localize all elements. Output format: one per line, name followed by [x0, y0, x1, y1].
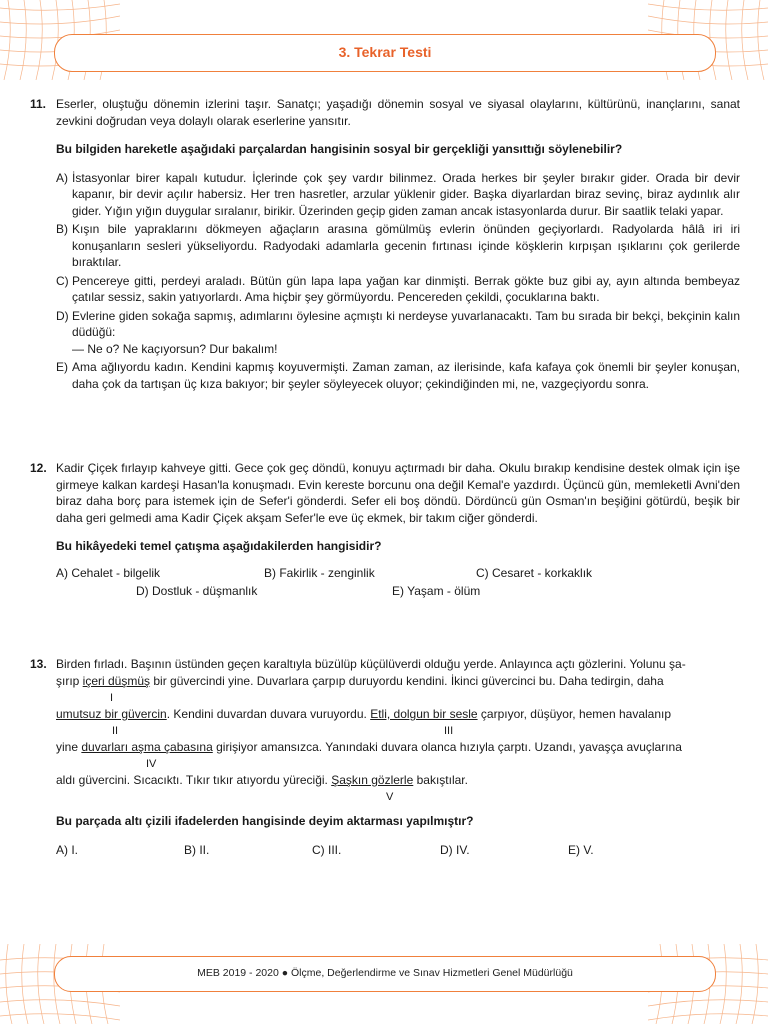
underlined-phrase-5: Şaşkın gözlerle: [331, 773, 414, 787]
footer-text: MEB 2019 - 2020 ● Ölçme, Değerlendirme ve Sınav Hizmetleri Genel Müdürlüğü: [197, 967, 573, 979]
passage-line-1: Birden fırladı. Başının üstünden geçen karaltıyla büzülüp küçülüverdi olduğu yerde. Anlayınca açtı gözlerini. Yolunu şa-: [56, 657, 686, 671]
option-d[interactable]: D) Dostluk - düşmanlık: [136, 583, 258, 598]
passage-line-5: aldı güvercini. Sıcacıktı. Tıkır tıkır atıyordu yüreciği. Şaşkın gözlerle bakıştılar.: [56, 773, 468, 787]
question-number: 11.: [30, 97, 47, 111]
question-prompt: Bu bilgiden hareketle aşağıdaki parçalardan hangisinin sosyal bir gerçekliği yansıttığı söylenebilir?: [56, 142, 623, 156]
option-c[interactable]: C) Pencereye gitti, perdeyi araladı. Bütün gün lapa lapa yağan kar dinmişti. Berrak gökte buz gibi ay, ayın altında bembeyaz çatılar sessiz, sakin yatıyorlardı. Ama hiçbir şey görmüyordu. Pencereden çekildi, çocuklarına baktı.: [56, 273, 740, 304]
underlined-phrase-1: içeri düşmüş: [82, 674, 151, 688]
passage-line-4: yine duvarları aşma çabasına girişiyor amansızca. Yanındaki duvara olanca hızıyla çarptı. Uzandı, yavaşça avuçlarına: [56, 740, 682, 754]
option-b[interactable]: B) Fakirlik - zenginlik: [264, 565, 375, 580]
option-d[interactable]: D) Evlerine giden sokağa sapmış, adımlarını öylesine açmıştı ki nerdeyse yuvarlanacaktı. Tam bu sırada bir bekçi, bekçinin kalın düdüğü: — Ne o? Ne kaçıyorsun? Dur bakalım!: [56, 308, 740, 356]
question-number: 13.: [30, 657, 47, 671]
question-11: [30, 96, 740, 392]
answer-options: [56, 565, 740, 601]
question-12: [30, 460, 740, 601]
option-a[interactable]: A) Cehalet - bilgelik: [56, 565, 161, 580]
question-stem: Kadir Çiçek fırlayıp kahveye gitti. Gece çok geç döndü, konuyu açtırmadı bir daha. Okulu bırakıp kendisine destek olmak için işe girmeye kalkan kardeşi Hasan'la konuşmadı. Evin kereste borcunu ona değil Kemal'e yazdırdı. Üçüncü gün, memleketli Avni'den biraz daha borç para istemek için de Sefer'i gönderdi. Sefer eli boş döndü. Dördüncü gün Osman'ın beşiğini götürdü, beşik bir daha geri gelmedi ama Kadir Çiçek akşam Sefer'le eve üç ekmek, bir takım ciğer gönderdi.: [56, 461, 740, 525]
question-stem: Eserler, oluştuğu dönemin izlerini taşır. Sanatçı; yaşadığı dönemin sosyal ve siyasal olaylarını, kültürünü, inançlarını, sanat zevkini doğrudan veya dolaylı olarak eserlerine yansıtır.: [56, 97, 740, 128]
option-c[interactable]: C) III.: [312, 842, 342, 857]
roman-numeral-4: IV: [146, 758, 157, 770]
underlined-phrase-3: Etli, dolgun bir sesle: [370, 707, 478, 721]
option-c[interactable]: C) Cesaret - korkaklık: [476, 565, 593, 580]
question-prompt: Bu parçada altı çizili ifadelerden hangisinde deyim aktarması yapılmıştır?: [56, 814, 474, 828]
option-e[interactable]: E) V.: [568, 842, 594, 857]
footer-banner: [54, 956, 716, 992]
roman-numeral-5: V: [386, 791, 394, 803]
roman-numeral-3: III: [444, 725, 454, 737]
answer-options: [56, 842, 740, 860]
roman-numeral-2: II: [112, 725, 119, 737]
question-prompt: Bu hikâyedeki temel çatışma aşağıdakilerden hangisidir?: [56, 539, 382, 553]
option-a[interactable]: A) İstasyonlar birer kapalı kutudur. İçlerinde çok şey vardır bilinmez. Orada herkes bir şeyler bırakır gider. Orada bir devir kapanır, bir devir açılır habersiz. Her tren hasretler, arzular yüklenir gider. Başka diyarlardan biraz sevinç, biraz aydınlık alır gider. Yığın yığın duygular sıralanır, birikir. Üzerinden geçip giden zaman ancak istasyonlarda durur. Bir saatlik telaki yapar.: [56, 170, 740, 218]
option-b[interactable]: B) II.: [184, 842, 210, 857]
option-b[interactable]: B) Kışın bile yapraklarını dökmeyen ağaçların arasına gömülmüş evlerin önünden geçiyorlardı. Radyolarda hâlâ iri iri konuşanların sesleri yükseliyordu. Radyodaki adamlarla gecenin fırtınası içinde köşklerin kırpışan ışıklarını çok gerilerde bıraktılar.: [56, 222, 740, 269]
underlined-phrase-4: duvarları aşma çabasına: [81, 740, 213, 754]
option-e[interactable]: E) Ama ağlıyordu kadın. Kendini kapmış koyuvermişti. Zaman zaman, az ilerisinde, kafa kafaya çok önemli bir şeyler konuşan, daha çok da tartışan üç kıza bakıyor; bir şeyler söyleyecek oluyor; çekindiğinden mi, ne, vazgeçiyordu sonra.: [56, 360, 740, 391]
question-number: 12.: [30, 461, 47, 475]
option-a[interactable]: A) I.: [56, 842, 79, 857]
passage-line-2: şırıp içeri düşmüş bir güvercindi yine. Duvarlara çarpıp duruyordu kendini. İkinci güvercinci bu. Daha tedirgin, daha: [56, 674, 664, 688]
header-banner: [54, 34, 716, 72]
underlined-phrase-2: umutsuz bir güvercin: [56, 707, 167, 721]
question-13: [30, 656, 740, 860]
page-title: 3. Tekrar Testi: [338, 44, 432, 60]
option-d[interactable]: D) IV.: [440, 842, 470, 857]
passage-line-3: umutsuz bir güvercin. Kendini duvardan duvara vuruyordu. Etli, dolgun bir sesle çarpıyor, düşüyor, hemen havalanıp: [56, 707, 672, 721]
option-e[interactable]: E) Yaşam - ölüm: [392, 583, 481, 598]
answer-options: [56, 170, 740, 393]
roman-numeral-1: I: [110, 692, 114, 704]
